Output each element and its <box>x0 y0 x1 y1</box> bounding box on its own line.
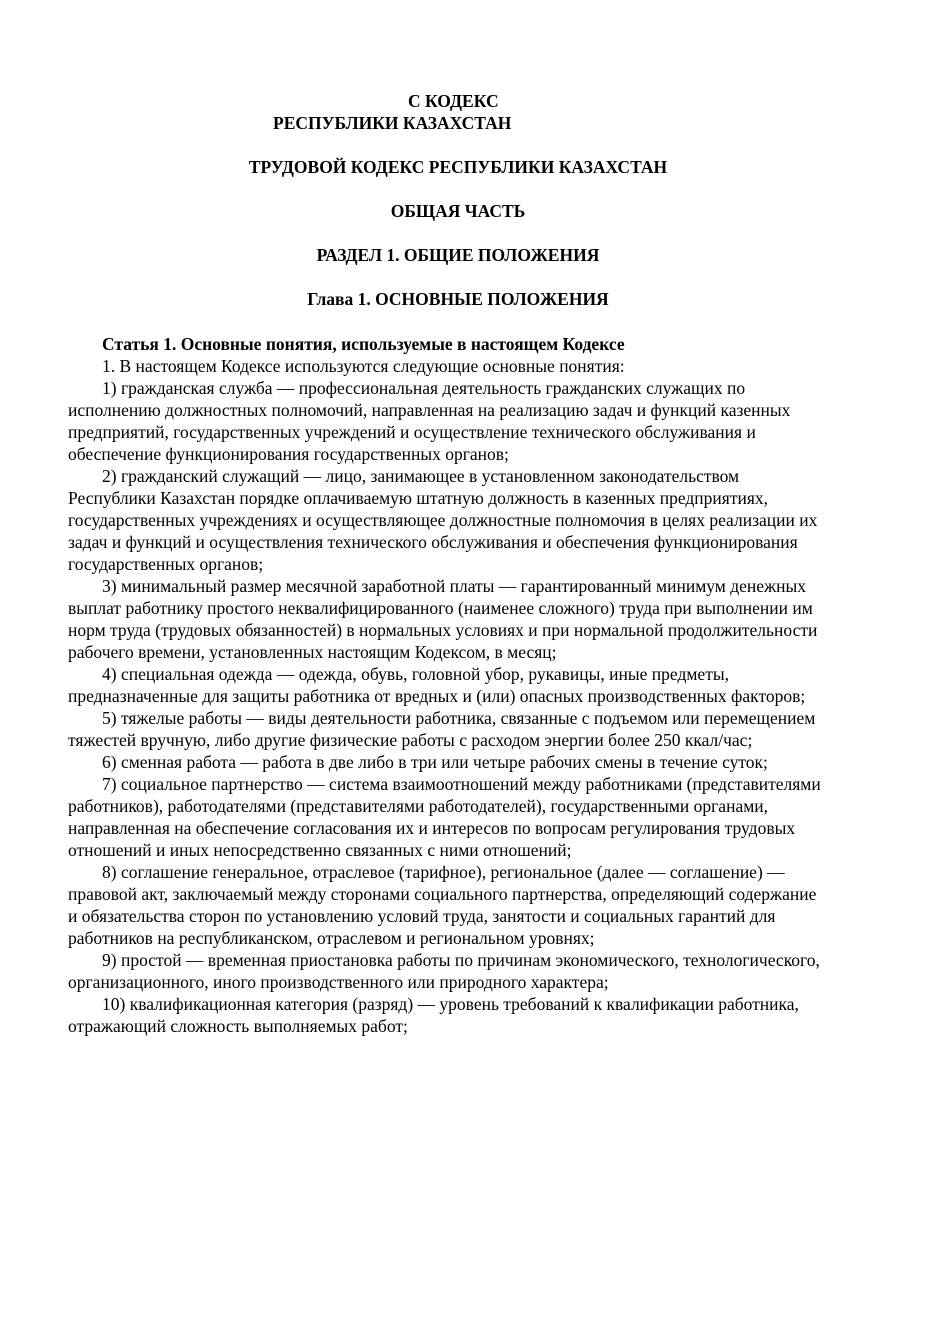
paragraph: 10) квалификационная категория (разряд) — уровень требований к квалификации работника, отражающий сложность выполняемых работ; <box>68 994 799 1036</box>
part-heading: ОБЩАЯ ЧАСТЬ <box>390 201 526 221</box>
paragraph: 8) соглашение генеральное, отраслевое (тарифное), региональное (далее — соглашение) — правовой акт, заключаемый между сторонами социального партнерства, определяющий содержание и обязательства сторон по установлению условий труда, занятости и социальных гарантий для работников на республиканском, отраслевом и региональном уровнях; <box>68 862 817 948</box>
header-line-2: РЕСПУБЛИКИ КАЗАХСТАН <box>273 113 512 133</box>
article-title: Статья 1. Основные понятия, используемые в настоящем Кодексе <box>102 334 625 354</box>
article-body <box>68 333 828 1037</box>
header-line-1: С КОДЕКС <box>408 91 499 111</box>
paragraph: 7) социальное партнерство — система взаимоотношений между работниками (представителями работников), работодателями (представителями работодателей), государственными органами, направленная на обеспечение согласования их и интересов по вопросам регулирования трудовых отношений и иных непосредственно связанных с ними отношений; <box>68 774 821 860</box>
paragraph: 4) специальная одежда — одежда, обувь, головной убор, рукавицы, иные предметы, предназначенные для защиты работника от вредных и (или) опасных производственных факторов; <box>68 664 806 706</box>
paragraph: 1) гражданская служба — профессиональная деятельность гражданских служащих по исполнению должностных полномочий, направленная на реализацию задач и функций казенных предприятий, государственных учреждений и осуществление технического обслуживания и обеспечение функционирования государственных органов; <box>68 378 791 464</box>
paragraph: 2) гражданский служащий — лицо, занимающее в установленном законодательством Республики Казахстан порядке оплачиваемую штатную должность в казенных предприятиях, государственных учреждениях и осуществляющее должностные полномочия в целях реализации их задач и функций и осуществления технического обслуживания и обеспечения функционирования государственных органов; <box>68 466 818 574</box>
paragraph: 9) простой — временная приостановка работы по причинам экономического, технологического, организационного, иного производственного или природного характера; <box>68 950 820 992</box>
paragraph: 1. В настоящем Кодексе используются следующие основные понятия: <box>102 356 625 376</box>
chapter-heading: Глава 1. ОСНОВНЫЕ ПОЛОЖЕНИЯ <box>307 289 609 309</box>
paragraph: 6) сменная работа — работа в две либо в три или четыре рабочих смены в течение суток; <box>102 752 768 772</box>
section-heading: РАЗДЕЛ 1. ОБЩИЕ ПОЛОЖЕНИЯ <box>316 245 600 265</box>
paragraph: 3) минимальный размер месячной заработной платы — гарантированный минимум денежных выплат работнику простого неквалифицированного (наименее сложного) труда при выполнении им норм труда (трудовых обязанностей) в нормальных условиях и при нормальной продолжительности рабочего времени, установленных настоящим Кодексом, в месяц; <box>68 576 818 662</box>
paragraph: 5) тяжелые работы — виды деятельности работника, связанные с подъемом или перемещением тяжестей вручную, либо другие физические работы с расходом энергии более 250 ккал/час; <box>68 708 816 750</box>
document-title: ТРУДОВОЙ КОДЕКС РЕСПУБЛИКИ КАЗАХСТАН <box>248 157 668 177</box>
